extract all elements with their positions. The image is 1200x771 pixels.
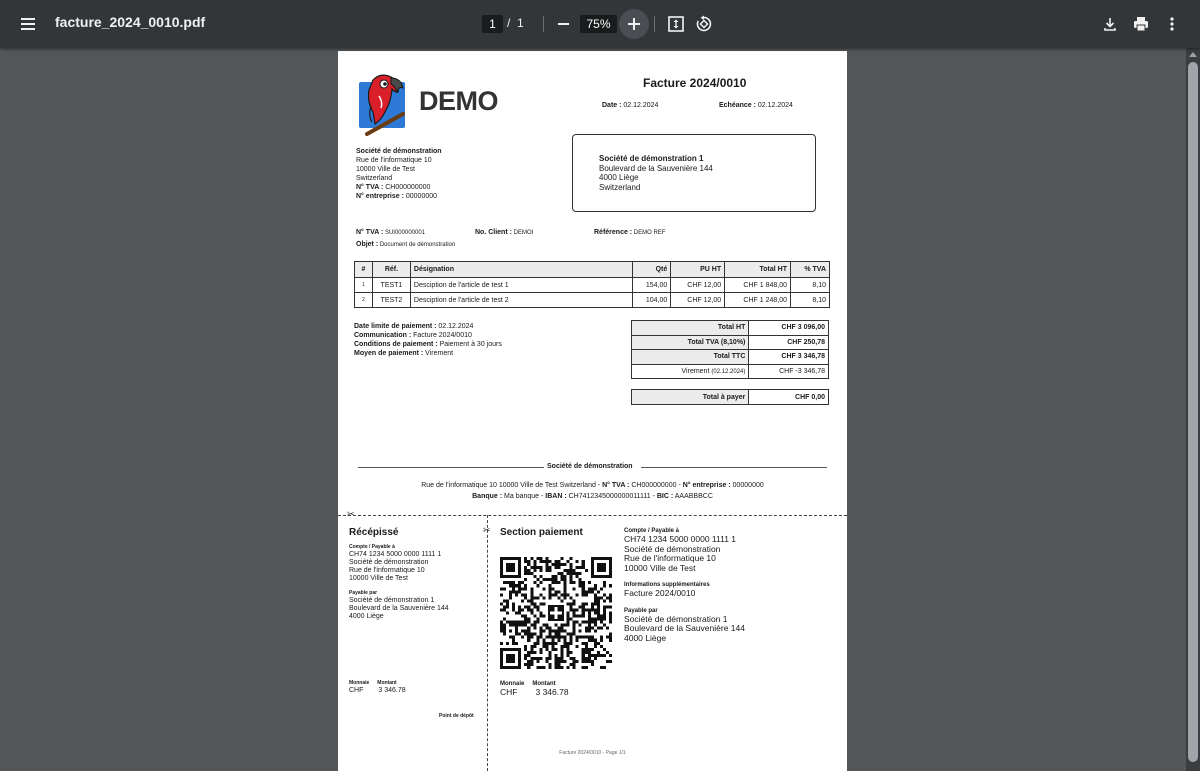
cut-line-horizontal [338,515,847,516]
page-number-input[interactable]: 1 [482,15,503,33]
pdf-page [338,51,847,771]
table-header-row [355,262,830,278]
payment-amount: Monnaie Montant CHF 3 346.78 [500,681,569,697]
total-to-pay-row: Total à payer CHF 0,00 [632,390,829,405]
download-icon [1102,16,1118,32]
pdf-toolbar [0,0,1200,48]
column-header: Désignation [410,262,632,278]
payment-section-title: Section paiement [500,527,583,538]
total-ttc-row: Total TTC CHF 3 346,78 [632,350,829,365]
table-row: 2 TEST2 Desciption de l'article de test 2 104,00 CHF 12,00 CHF 1 248,00 8,10 [355,293,830,308]
qr-code-icon [500,557,612,669]
parrot-logo-icon [359,72,407,137]
cut-line-vertical [487,515,488,771]
printer-icon [1132,15,1150,33]
invoice-title: Facture 2024/0010 [643,76,747,90]
zoom-in-button[interactable] [619,9,649,39]
total-ht-row: Total HT CHF 3 096,00 [632,321,829,336]
deposit-point: Point de dépôt [439,713,474,719]
items-table [354,261,830,308]
scissors-icon: ✂ [347,509,355,519]
scissors-icon: ✂ [483,525,491,535]
menu-button[interactable] [12,8,44,40]
payment-details: Compte / Payable à CH74 1234 5000 0000 1111 1 Société de démonstration Rue de l'informatique 10 10000 Ville de Test Informations supplémentaires Facture 2024/0010 Payable par Société de démonstration 1 Boulevard de la Sauvenière 144 4000 Liège [624,528,745,643]
footer-divider [641,467,827,468]
footer-bank: Banque : Ma banque - IBAN : CH7412345000000011111 - BIC : AAABBBCC [472,493,713,500]
toolbar-divider [654,16,655,32]
minus-icon [558,23,569,25]
total-tva-row: Total TVA (8,10%) CHF 250,78 [632,335,829,350]
transfer-row: Virement (02.12.2024) CHF -3 346,78 [632,364,829,379]
page-footer: Facture 2024/0010 - Page 1/1 [559,750,626,756]
print-button[interactable] [1129,12,1153,36]
vertical-dots-icon [1169,16,1175,32]
receipt-payer: Payable par Société de démonstration 1 Boulevard de la Sauvenière 144 4000 Liège [349,590,449,620]
toolbar-divider [543,16,544,32]
column-header: Qté [633,262,671,278]
client-vat: N° TVA : SUI000000001 [356,229,425,236]
column-header: PU HT [671,262,725,278]
document-title: facture_2024_0010.pdf [55,14,206,30]
receipt-amount: Monnaie Montant CHF 3 346.78 [349,680,406,694]
logo-text: DEMO [419,86,498,116]
invoice-date: Date : 02.12.2024 [602,102,659,109]
column-header: % TVA [791,262,830,278]
scroll-up-arrow-icon[interactable] [1189,52,1197,57]
rotate-button[interactable] [692,12,716,36]
receipt-account: Compte / Payable à CH74 1234 5000 0000 1111 1 Société de démonstration Rue de l'informatique 10 10000 Ville de Test [349,544,442,582]
column-header: Total HT [725,262,791,278]
page-separator: / [507,16,511,30]
column-header: Réf. [372,262,410,278]
download-button[interactable] [1098,12,1122,36]
footer-address: Rue de l'informatique 10 10000 Ville de Test Switzerland - N° TVA : CH000000000 - N° entreprise : 00000000 [421,482,764,489]
client-number: No. Client : DEMOI [475,229,534,236]
issuer-address: Société de démonstration Rue de l'informatique 10 10000 Ville de Test Switzerland N° TVA : CH000000000 N° entreprise : 00000000 [356,148,442,200]
invoice-due-date: Echéance : 02.12.2024 [719,102,793,109]
more-actions-button[interactable] [1160,12,1184,36]
fit-page-icon [667,15,685,33]
reference: Référence : DEMO REF [594,229,666,236]
invoice-object: Objet : Document de démonstration [356,241,456,248]
zoom-level-input[interactable]: 75% [580,15,617,33]
scrollbar-thumb[interactable] [1188,62,1198,762]
rotate-icon [695,15,713,33]
payment-conditions: Date limite de paiement : 02.12.2024 Communication : Facture 2024/0010 Conditions de paiement : Paiement à 30 jours Moyen de paiement : Virement [354,323,502,357]
page-total: 1 [517,16,524,30]
receipt-title: Récépissé [349,527,399,538]
amount-due-table [631,389,829,405]
table-row: 1 TEST1 Desciption de l'article de test 1 154,00 CHF 12,00 CHF 1 848,00 8,10 [355,278,830,293]
fit-page-button[interactable] [664,12,688,36]
footer-company: Société de démonstration [547,463,633,470]
footer-divider [358,467,544,468]
totals-table [631,320,829,379]
zoom-out-button[interactable] [549,10,577,38]
column-header: # [355,262,373,278]
recipient-address-box: Société de démonstration 1 Boulevard de la Sauvenière 144 4000 Liège Switzerland [572,134,816,212]
hamburger-icon [21,18,35,20]
